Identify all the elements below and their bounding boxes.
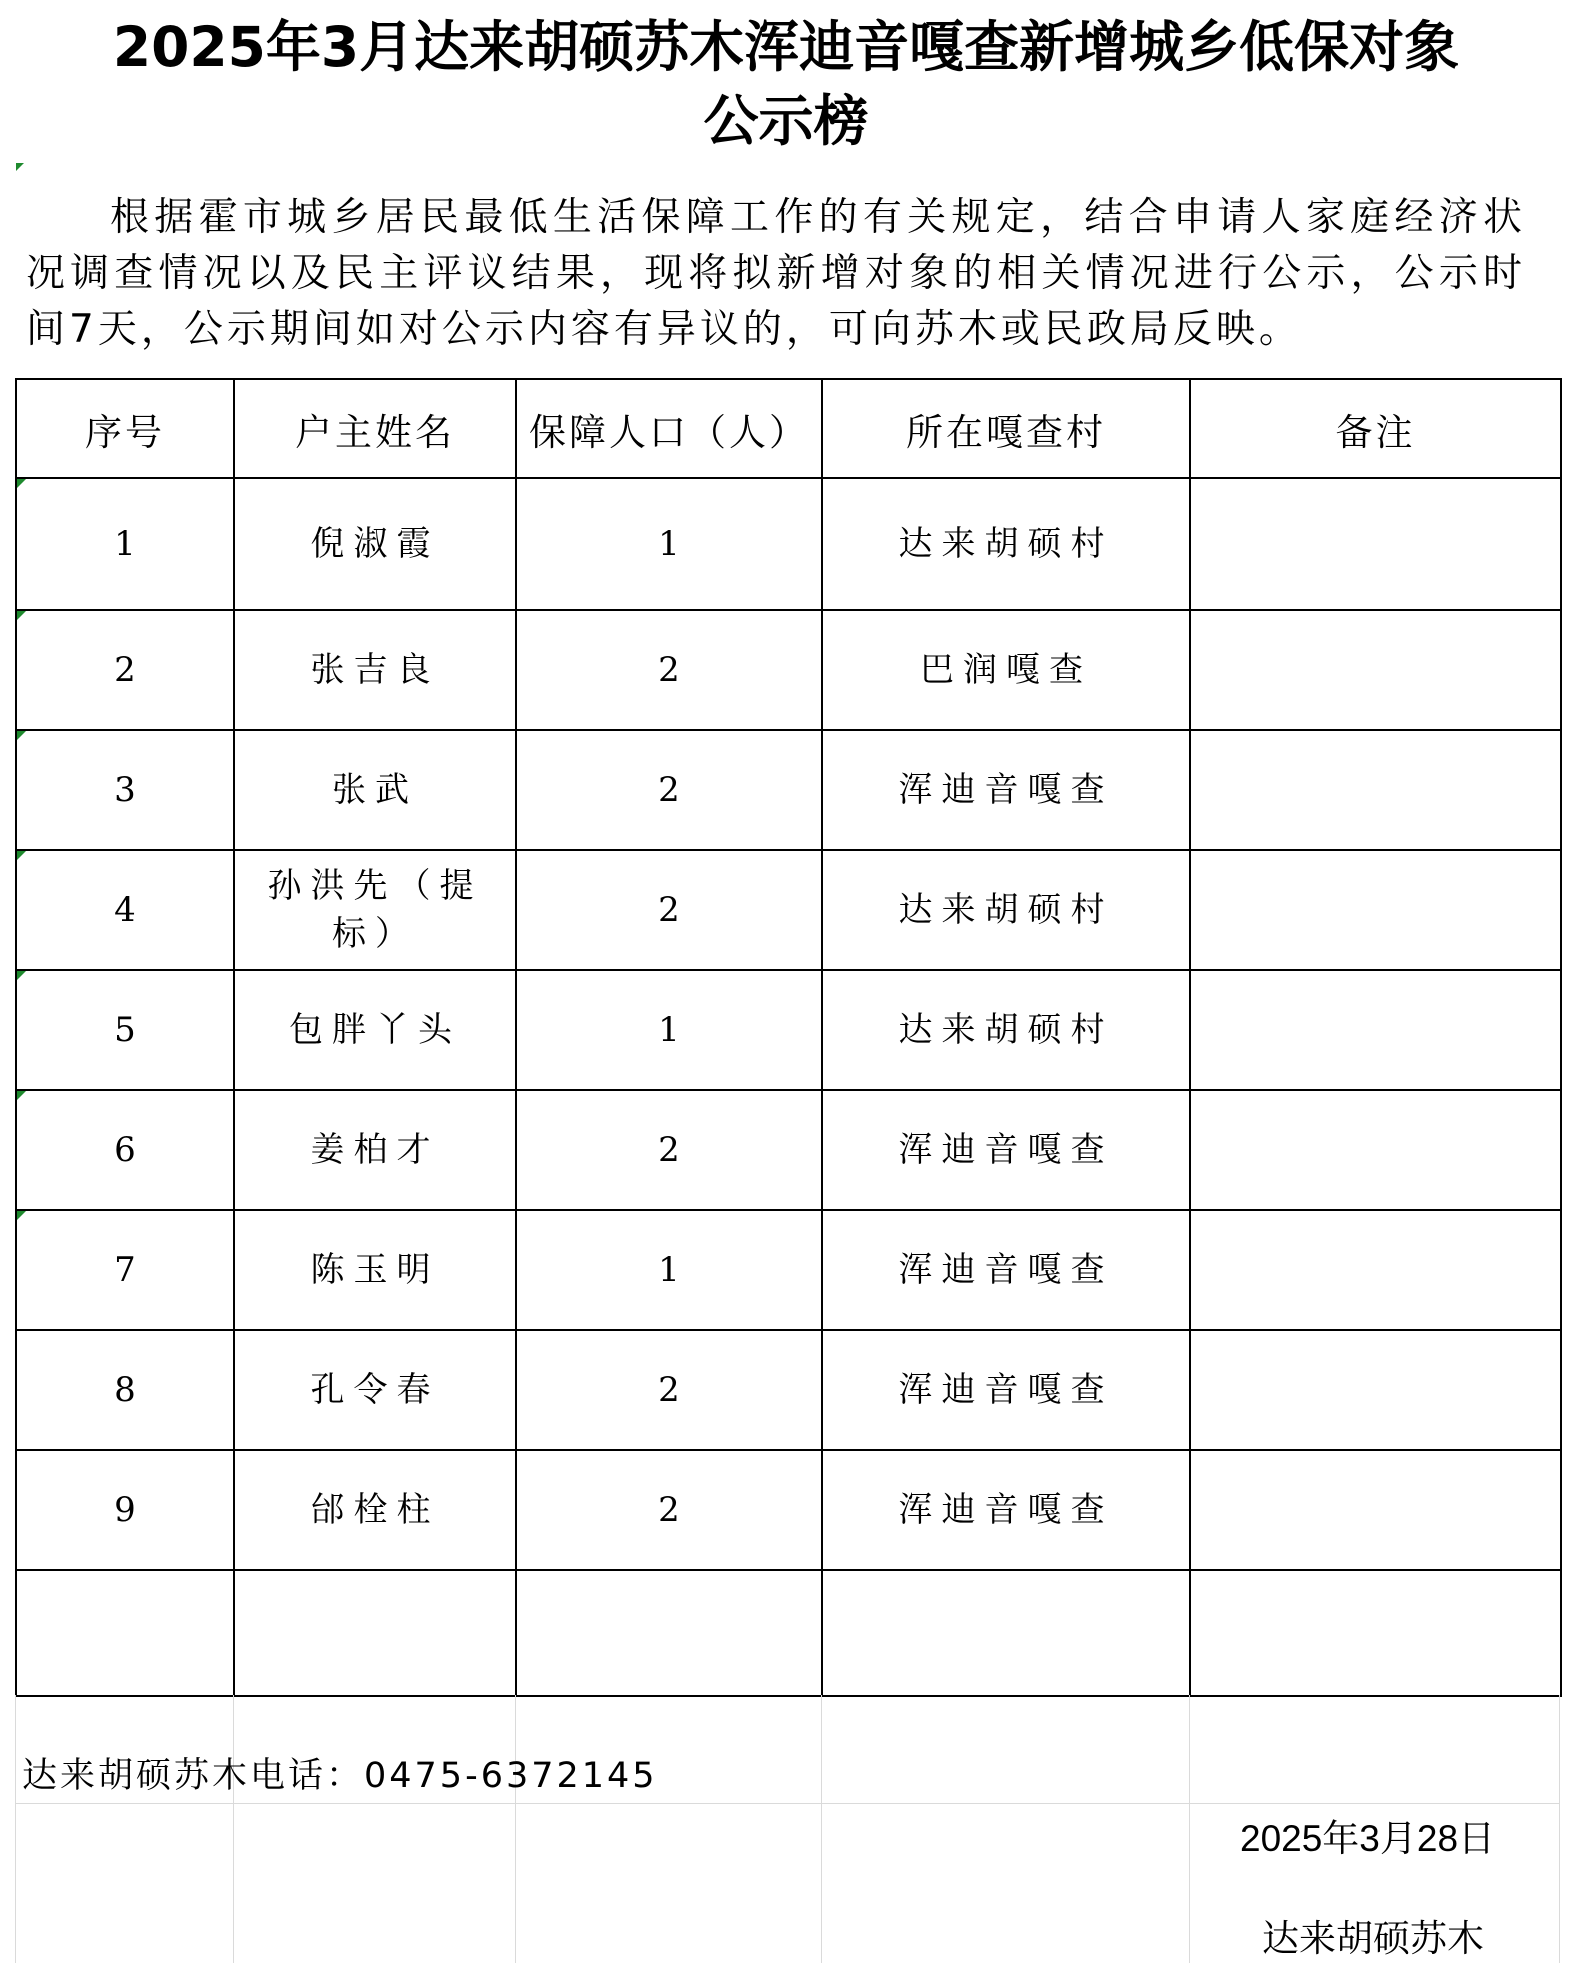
cell-people-text: 1 bbox=[658, 1250, 680, 1290]
cell-note bbox=[1190, 478, 1561, 610]
cell-name bbox=[234, 1450, 516, 1570]
cell-village bbox=[822, 970, 1190, 1090]
cell-marker-icon bbox=[17, 1211, 26, 1220]
table-row bbox=[16, 970, 1561, 1090]
cell-empty bbox=[1190, 1570, 1561, 1696]
cell-note bbox=[1190, 1450, 1561, 1570]
cell-people-text: 2 bbox=[658, 650, 680, 690]
cell-name bbox=[234, 1210, 516, 1330]
title-line-1: 2025年3月达来胡硕苏木浑迪音嘎查新增城乡低保对象 bbox=[112, 15, 1460, 79]
title-line-2: 公示榜 bbox=[703, 89, 869, 153]
cell-no bbox=[16, 970, 234, 1090]
cell-village bbox=[822, 1210, 1190, 1330]
cell-marker-icon bbox=[17, 731, 26, 740]
table-row bbox=[16, 1090, 1561, 1210]
cell-name-text: 陈玉明 bbox=[310, 1250, 440, 1290]
cell-village bbox=[822, 1450, 1190, 1570]
cell-village bbox=[822, 1330, 1190, 1450]
intro-paragraph: 根据霍市城乡居民最低生活保障工作的有关规定，结合申请人家庭经济状况调查情况以及民主评议结果，现将拟新增对象的相关情况进行公示，公示时间7天，公示期间如对公示内容有异议的，可向苏木或民政局反映。 bbox=[26, 195, 1526, 352]
publish-date: 2025年3月28日 bbox=[1240, 1818, 1496, 1859]
cell-people-text: 2 bbox=[658, 1490, 680, 1530]
cell-no-text: 8 bbox=[114, 1370, 136, 1410]
table-row bbox=[16, 610, 1561, 730]
cell-village-text: 达来胡硕村 bbox=[898, 1010, 1114, 1050]
cell-empty bbox=[16, 1570, 234, 1696]
cell-people bbox=[516, 1330, 822, 1450]
cell-village-text: 浑迪音嘎查 bbox=[898, 1370, 1114, 1410]
cell-village-text: 浑迪音嘎查 bbox=[898, 1250, 1114, 1290]
issuing-organization: 达来胡硕苏木 bbox=[1262, 1917, 1484, 1960]
cell-people bbox=[516, 1450, 822, 1570]
cell-note bbox=[1190, 1330, 1561, 1450]
cell-no bbox=[16, 1450, 234, 1570]
cell-people bbox=[516, 1210, 822, 1330]
table-row bbox=[16, 850, 1561, 970]
cell-people-text: 1 bbox=[658, 524, 680, 564]
cell-empty bbox=[234, 1570, 516, 1696]
cell-no bbox=[16, 610, 234, 730]
cell-no bbox=[16, 1210, 234, 1330]
cell-no bbox=[16, 1090, 234, 1210]
contact-phone: 达来胡硕苏木电话：0475-6372145 bbox=[22, 1756, 658, 1796]
cell-people-text: 2 bbox=[658, 770, 680, 810]
cell-note bbox=[1190, 610, 1561, 730]
cell-people bbox=[516, 478, 822, 610]
cell-marker-icon bbox=[17, 971, 26, 980]
cell-name-text: 张武 bbox=[332, 770, 418, 810]
cell-village-text: 浑迪音嘎查 bbox=[898, 770, 1114, 810]
cell-no-text: 5 bbox=[114, 1010, 136, 1050]
cell-people-text: 2 bbox=[658, 1130, 680, 1170]
header-people: 保障人口（人） bbox=[516, 379, 822, 478]
cell-marker-icon bbox=[16, 163, 24, 171]
header-village: 所在嘎查村 bbox=[822, 379, 1190, 478]
page-title bbox=[0, 10, 1572, 158]
cell-note bbox=[1190, 1090, 1561, 1210]
header-name: 户主姓名 bbox=[234, 379, 516, 478]
table-row-empty bbox=[16, 1570, 1561, 1696]
cell-village-text: 达来胡硕村 bbox=[898, 524, 1114, 564]
cell-name-text: 姜柏才 bbox=[310, 1130, 440, 1170]
cell-marker-icon bbox=[17, 611, 26, 620]
cell-no bbox=[16, 850, 234, 970]
table-row bbox=[16, 730, 1561, 850]
cell-no-text: 9 bbox=[114, 1490, 136, 1530]
cell-no-text: 7 bbox=[114, 1250, 136, 1290]
cell-people-text: 2 bbox=[658, 1370, 680, 1410]
table-header-row bbox=[16, 379, 1561, 478]
cell-name-text: 邰栓柱 bbox=[310, 1490, 440, 1530]
cell-name bbox=[234, 970, 516, 1090]
cell-no-text: 2 bbox=[114, 650, 136, 690]
cell-people-text: 2 bbox=[658, 890, 680, 930]
cell-village bbox=[822, 478, 1190, 610]
cell-village-text: 达来胡硕村 bbox=[898, 890, 1114, 930]
cell-no bbox=[16, 730, 234, 850]
cell-name-text: 张吉良 bbox=[310, 650, 440, 690]
header-note: 备注 bbox=[1190, 379, 1561, 478]
cell-name bbox=[234, 850, 516, 970]
recipients-table bbox=[15, 378, 1562, 1697]
cell-no-text: 6 bbox=[114, 1130, 136, 1170]
cell-note bbox=[1190, 730, 1561, 850]
cell-people bbox=[516, 850, 822, 970]
table-row bbox=[16, 1210, 1561, 1330]
table-row bbox=[16, 1330, 1561, 1450]
cell-no-text: 3 bbox=[114, 770, 136, 810]
table-row bbox=[16, 478, 1561, 610]
cell-marker-icon bbox=[17, 851, 26, 860]
cell-empty bbox=[516, 1570, 822, 1696]
cell-village-text: 浑迪音嘎查 bbox=[898, 1130, 1114, 1170]
cell-people bbox=[516, 610, 822, 730]
table-row bbox=[16, 1450, 1561, 1570]
cell-name-text: 孔令春 bbox=[310, 1370, 440, 1410]
cell-village-text: 巴润嘎查 bbox=[920, 650, 1092, 690]
cell-name bbox=[234, 610, 516, 730]
cell-marker-icon bbox=[17, 1091, 26, 1100]
cell-name bbox=[234, 730, 516, 850]
cell-note bbox=[1190, 970, 1561, 1090]
cell-name bbox=[234, 1090, 516, 1210]
cell-people bbox=[516, 970, 822, 1090]
header-no: 序号 bbox=[16, 379, 234, 478]
cell-empty bbox=[822, 1570, 1190, 1696]
cell-village bbox=[822, 610, 1190, 730]
cell-name bbox=[234, 478, 516, 610]
cell-name-text: 包胖丫头 bbox=[289, 1010, 461, 1050]
cell-people bbox=[516, 1090, 822, 1210]
cell-name-text: 孙洪先（提标） bbox=[267, 866, 483, 954]
cell-note bbox=[1190, 850, 1561, 970]
cell-no bbox=[16, 1330, 234, 1450]
cell-village bbox=[822, 850, 1190, 970]
cell-village-text: 浑迪音嘎查 bbox=[898, 1490, 1114, 1530]
cell-village bbox=[822, 730, 1190, 850]
cell-note bbox=[1190, 1210, 1561, 1330]
cell-name-text: 倪淑霞 bbox=[310, 524, 440, 564]
cell-marker-icon bbox=[17, 479, 26, 488]
table-body bbox=[16, 478, 1561, 1696]
cell-people bbox=[516, 730, 822, 850]
cell-village bbox=[822, 1090, 1190, 1210]
cell-no-text: 1 bbox=[114, 524, 136, 564]
cell-people-text: 1 bbox=[658, 1010, 680, 1050]
cell-no-text: 4 bbox=[114, 890, 136, 930]
cell-name bbox=[234, 1330, 516, 1450]
cell-no bbox=[16, 478, 234, 610]
